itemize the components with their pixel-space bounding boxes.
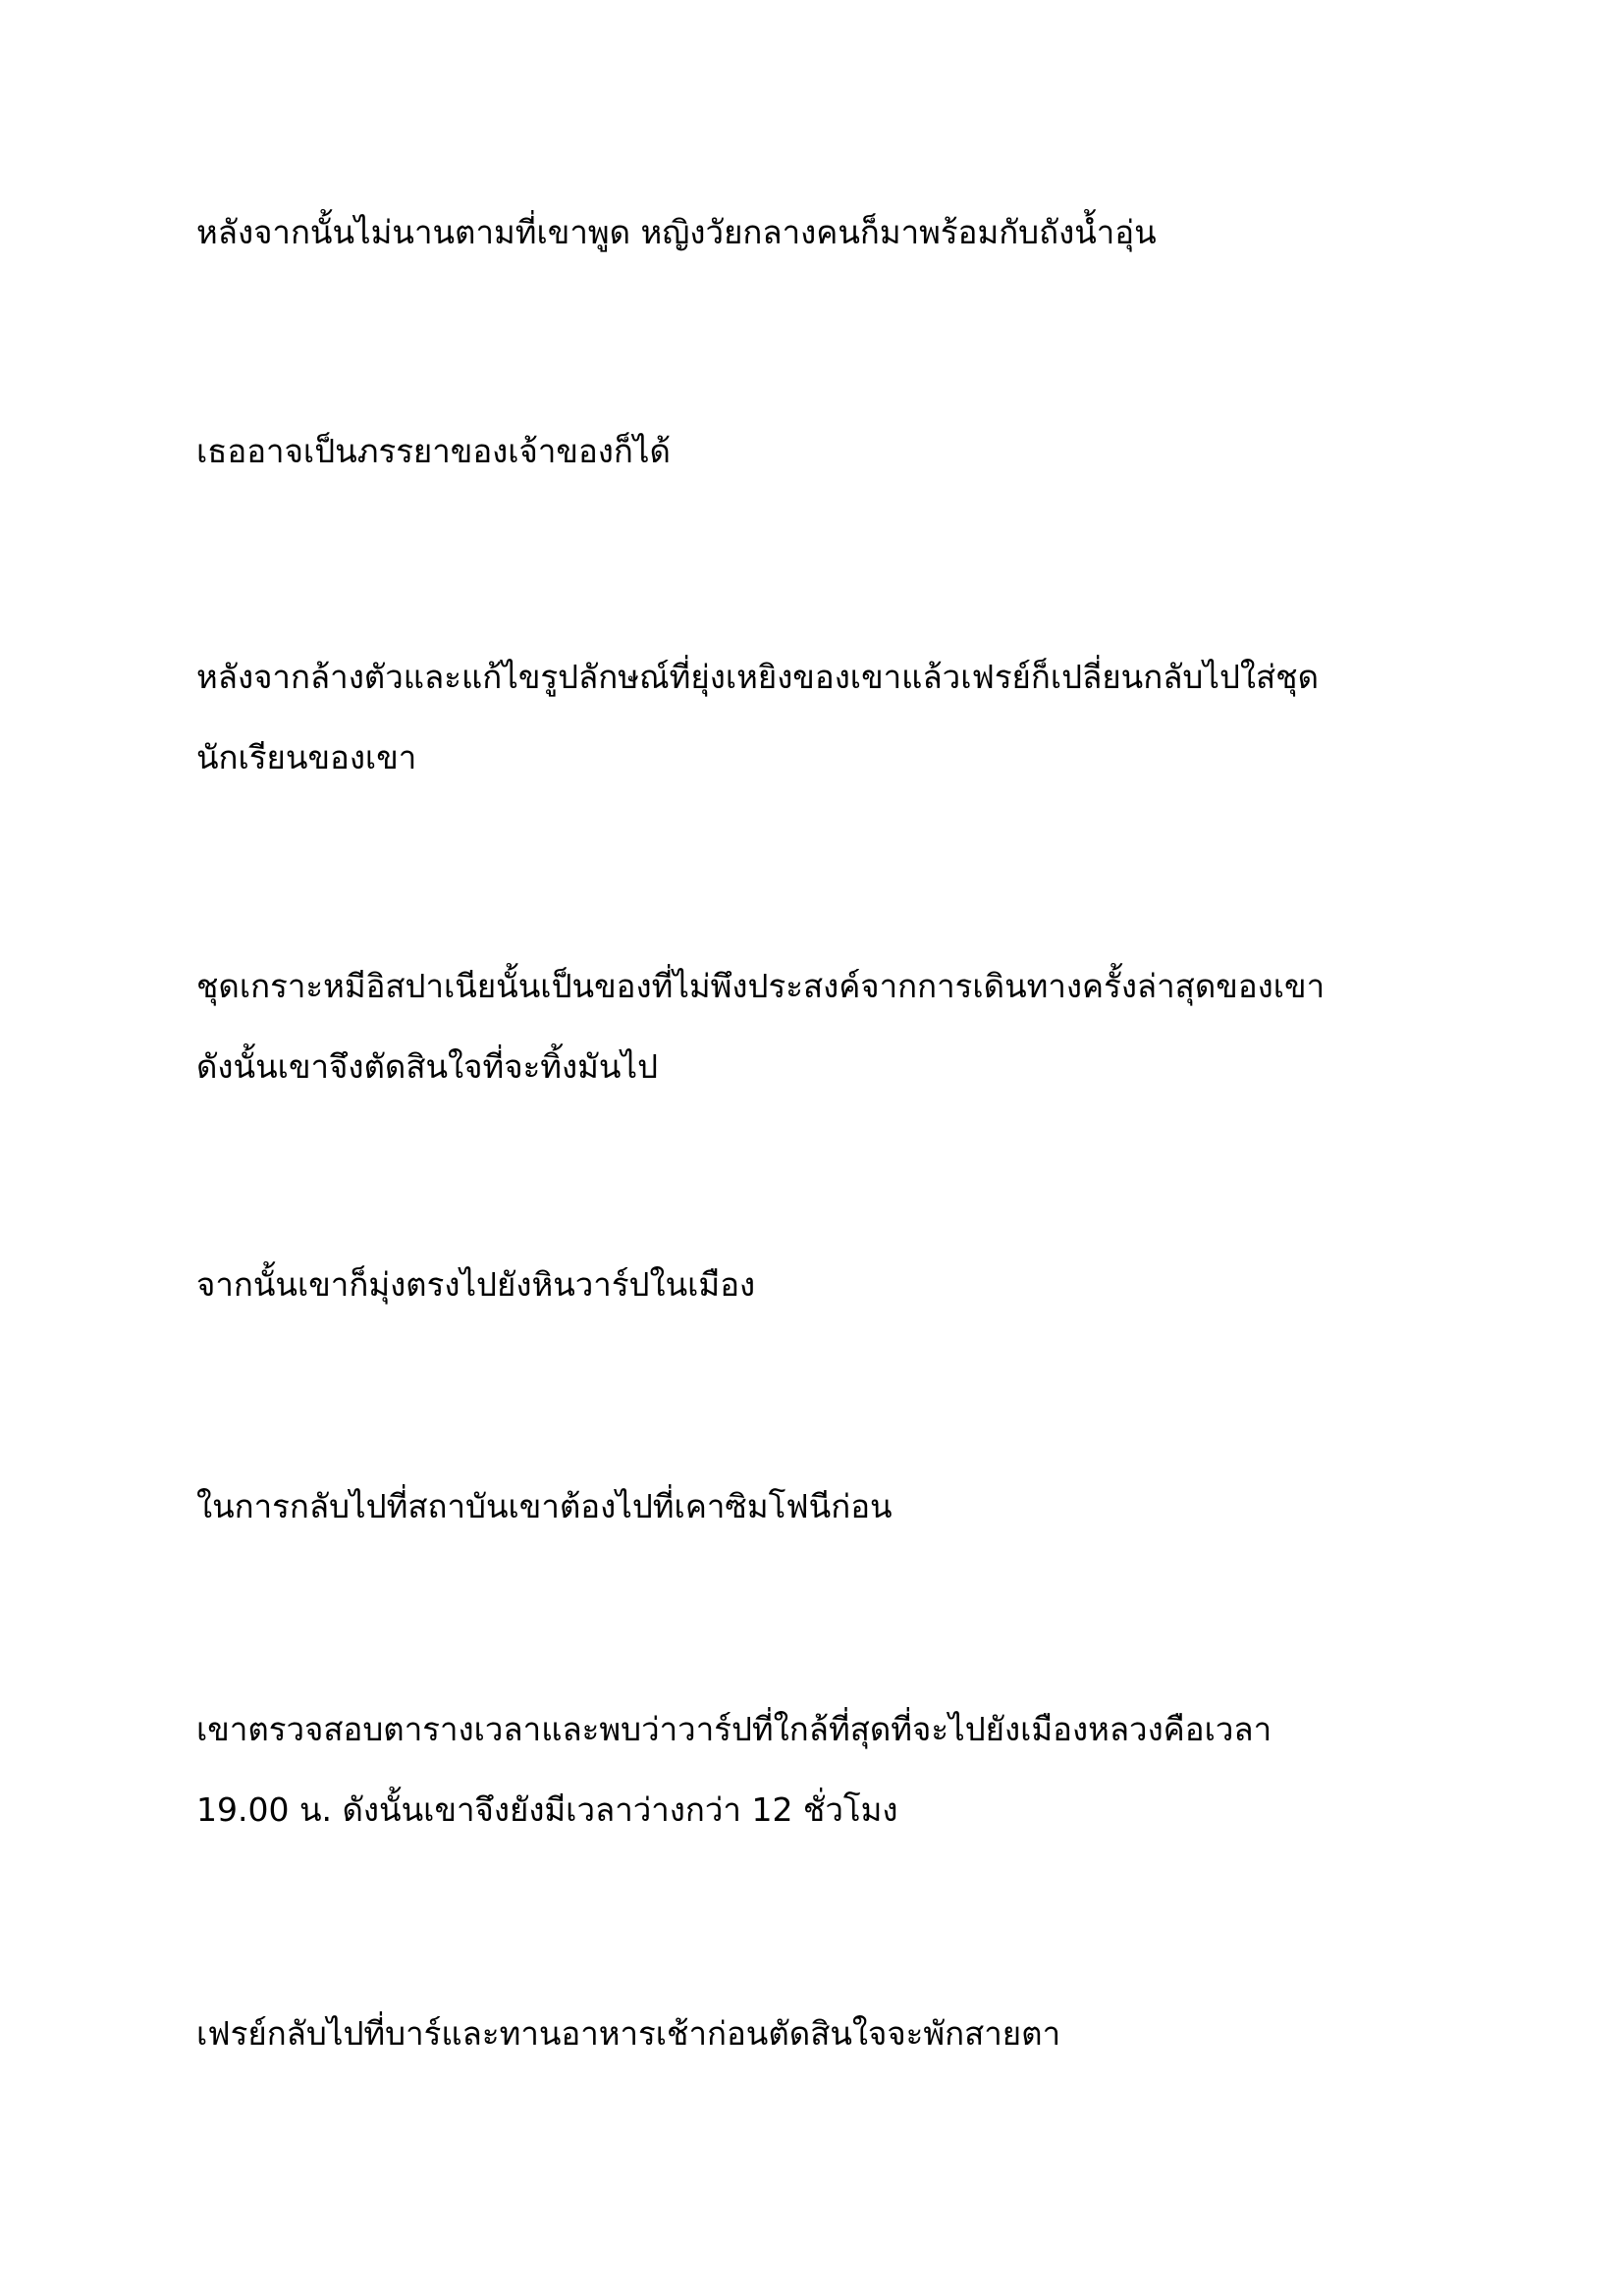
paragraph bbox=[196, 192, 1434, 273]
paragraph bbox=[196, 1245, 1434, 1325]
paragraph bbox=[196, 1467, 1434, 1547]
text-line: หลังจากนั้นไม่นานตามที่เขาพูด หญิงวัยกลางคนก็มาพร้อมกับถังน้ำอุ่น bbox=[196, 213, 1157, 251]
text-line: หลังจากล้างตัวและแก้ไขรูปลักษณ์ที่ยุ่งเหยิงของเขาแล้วเฟรย์ก็เปลี่ยนกลับไปใส่ชุด bbox=[196, 658, 1319, 696]
paragraph bbox=[196, 637, 1434, 798]
paragraph bbox=[196, 946, 1434, 1107]
paragraph bbox=[196, 411, 1434, 492]
text-line: ชุดเกราะหมีอิสปาเนียนั้นเป็นของที่ไม่พึงประสงค์จากการเดินทางครั้งล่าสุดของเขา bbox=[196, 967, 1326, 1005]
text-line: จากนั้นเขาก็มุ่งตรงไปยังหินวาร์ปในเมือง bbox=[196, 1265, 756, 1304]
text-line: ดังนั้นเขาจึงตัดสินใจที่จะทิ้งมันไป bbox=[196, 1047, 659, 1086]
text-line: นักเรียนของเขา bbox=[196, 738, 417, 776]
text-line: เขาตรวจสอบตารางเวลาและพบว่าวาร์ปที่ใกล้ที่สุดที่จะไปยังเมืองหลวงคือเวลา bbox=[196, 1710, 1272, 1748]
paragraph bbox=[196, 1994, 1434, 2074]
text-line: 19.00 น. ดังนั้นเขาจึงยังมีเวลาว่างกว่า 12 ชั่วโมง bbox=[196, 1790, 898, 1829]
paragraph bbox=[196, 1689, 1434, 1850]
text-line: เธออาจเป็นภรรยาของเจ้าของก็ได้ bbox=[196, 432, 671, 470]
text-line: ในการกลับไปที่สถาบันเขาต้องไปที่เคาซิมโฟนีก่อน bbox=[196, 1487, 893, 1525]
text-line: เฟรย์กลับไปที่บาร์และทานอาหารเช้าก่อนตัดสินใจจะพักสายตา bbox=[196, 2014, 1061, 2053]
